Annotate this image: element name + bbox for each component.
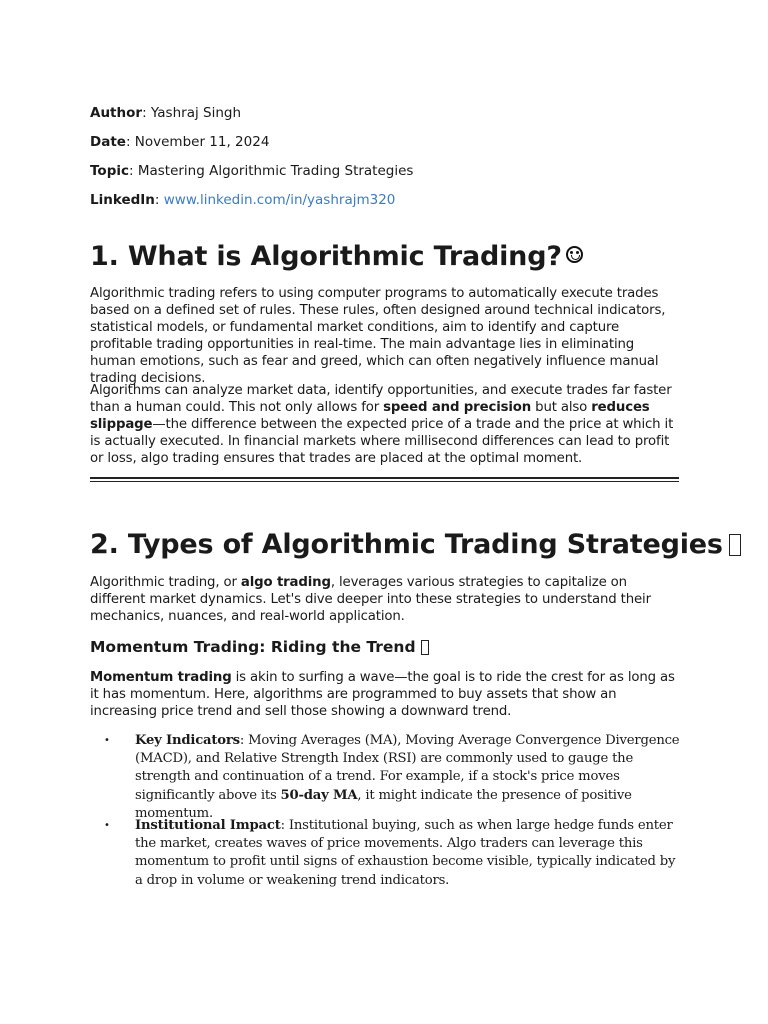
author-value: : Yashraj Singh bbox=[142, 105, 242, 121]
p2-text-a: Algorithms can analyze market data, identify opportunities, and execute trades far faster than a human could. This not only allows for bbox=[90, 383, 672, 416]
list-item-key-indicators bbox=[104, 732, 680, 823]
momentum-sub-heading bbox=[90, 637, 429, 657]
section-1-paragraph-1: Algorithmic trading refers to using computer programs to automatically execute trades based on a defined set of rules. These rules, often designed around technical indicators, statistical models, or fundamental market conditions, aim to identify and capture profitable trading opportunities in real-time. The main advantage lies in eliminating human emotions, such as fear and greed, which can often negatively influence manual trading decisions. bbox=[90, 286, 666, 387]
bullet-bold-50-day-ma: 50-day MA bbox=[280, 787, 358, 803]
intro-bold-algo-trading: algo trading bbox=[240, 575, 331, 590]
topic-line bbox=[90, 162, 413, 180]
date-line bbox=[90, 133, 269, 151]
topic-label: Topic bbox=[90, 163, 129, 179]
missing-glyph-icon bbox=[421, 640, 429, 655]
intro-text-a: Algorithmic trading, or bbox=[90, 575, 241, 590]
momentum-text: is akin to surfing a wave—the goal is to ride the crest for as long as it has momentum. Here, algorithms are programmed to buy assets that show an increasing price trend and sell those showing a downward trend. bbox=[90, 670, 675, 720]
bullet-text-a: : Moving Averages (MA), Moving Average Convergence Divergence (MACD), and Relative Strength Index (RSI) are commonly used to gauge the strength and continuation of a trend. For example, if a stock's price moves significantly above its bbox=[135, 733, 680, 803]
topic-value: : Mastering Algorithmic Trading Strategies bbox=[128, 163, 414, 179]
bullet-text-b: , it might indicate the presence of positive momentum. bbox=[135, 787, 632, 821]
p2-bold-speed: speed and precision bbox=[383, 400, 532, 416]
momentum-paragraph bbox=[90, 669, 682, 720]
section-2-intro bbox=[90, 574, 682, 625]
section-2-heading-text: 2. Types of Algorithmic Trading Strategies bbox=[90, 529, 723, 560]
bullet-label: Key Indicators bbox=[135, 733, 240, 748]
momentum-bold-term: Momentum trading bbox=[90, 670, 232, 685]
linkedin-line bbox=[90, 191, 395, 209]
section-1-heading bbox=[90, 241, 583, 273]
date-value: : November 11, 2024 bbox=[125, 134, 270, 150]
list-item-institutional-impact bbox=[104, 817, 680, 890]
bullet-icon: • bbox=[104, 820, 110, 831]
section-2-heading bbox=[90, 529, 741, 561]
bullet-icon: • bbox=[104, 735, 110, 746]
bullet-label: Institutional Impact bbox=[135, 818, 281, 833]
linkedin-link[interactable]: www.linkedin.com/in/yashrajm320 bbox=[163, 192, 396, 208]
author-line bbox=[90, 104, 241, 122]
smiling-face-icon bbox=[566, 246, 583, 263]
p2-text-c: but also bbox=[531, 400, 592, 416]
author-label: Author bbox=[90, 105, 143, 121]
momentum-sub-heading-text: Momentum Trading: Riding the Trend bbox=[90, 638, 416, 656]
linkedin-label: LinkedIn bbox=[90, 192, 155, 208]
date-label: Date bbox=[90, 134, 126, 150]
linkedin-separator: : bbox=[154, 192, 164, 208]
p2-text-e: —the difference between the expected price of a trade and the price at which it is actually executed. In financial markets where millisecond differences can lead to profit or loss, algo trading ensures that trades are placed at the optimal moment. bbox=[90, 417, 674, 467]
bullet-text-a: : Institutional buying, such as when large hedge funds enter the market, creates waves of price movements. Algo traders can leverage this momentum to profit until signs of exhaustion become visible, typically indicated by a drop in volume or weakening trend indicators. bbox=[135, 818, 676, 888]
section-1-heading-text: 1. What is Algorithmic Trading? bbox=[90, 241, 562, 272]
section-divider bbox=[90, 477, 679, 482]
p2-bold-slippage: reduces slippage bbox=[90, 400, 650, 433]
intro-text-c: , leverages various strategies to capitalize on different market dynamics. Let's dive deeper into these strategies to understand their mechanics, nuances, and real-world application. bbox=[90, 575, 651, 625]
section-1-paragraph-2 bbox=[90, 382, 682, 467]
missing-glyph-icon bbox=[729, 534, 741, 556]
